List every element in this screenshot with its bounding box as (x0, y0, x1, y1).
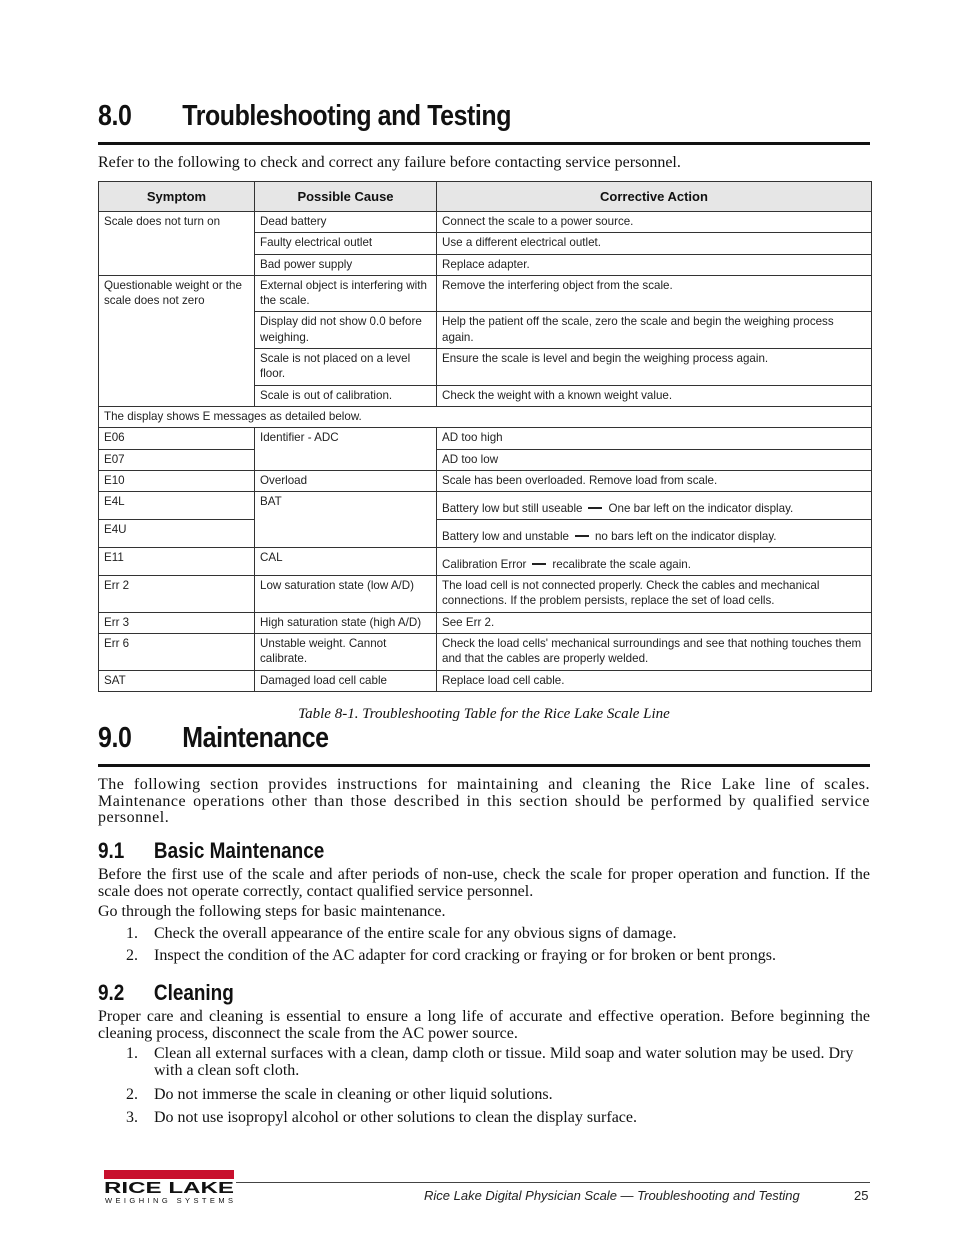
action-cell: Replace adapter. (437, 254, 872, 275)
cause-cell: Scale is not placed on a level floor. (255, 349, 437, 386)
section-9-heading (98, 722, 329, 755)
symptom-cell: Err 3 (99, 612, 255, 633)
table-row (99, 520, 872, 548)
em-dash (575, 535, 589, 537)
section-number: 9.1 (98, 838, 125, 863)
cause-cell: CAL (255, 548, 437, 576)
cause-cell: External object is interfering with the scale. (255, 275, 437, 312)
em-dash (532, 563, 546, 565)
action-cell: Remove the interfering object from the scale. (437, 275, 872, 312)
symptom-cell: Questionable weight or the scale does not zero (99, 275, 255, 406)
cause-cell: Bad power supply (255, 254, 437, 275)
list-text: Inspect the condition of the AC adapter for cord cracking or fraying or for broken or bent prongs. (154, 947, 777, 964)
section-title: Maintenance (182, 722, 329, 754)
list-text: Clean all external surfaces with a clean, damp cloth or tissue. Mild soap and water solution may be used. Dry with a clean soft cloth. (154, 1045, 854, 1079)
table-row (99, 612, 872, 633)
action-cell: Scale has been overloaded. Remove load from scale. (437, 470, 872, 491)
symptom-cell: E11 (99, 548, 255, 576)
basic-maintenance-paragraph: Before the first use of the scale and after periods of non-use, check the scale for proper operation and function. If the scale does not operate correctly, contact qualified service personnel. (98, 866, 870, 900)
em-dash (588, 507, 602, 509)
heading-rule (98, 764, 870, 767)
section-8-intro: Refer to the following to check and correct any failure before contacting service personnel. (98, 154, 681, 171)
column-header: Corrective Action (437, 182, 872, 212)
table-row (99, 428, 872, 449)
action-cell (437, 492, 872, 520)
action-text: Battery low and unstable (442, 529, 569, 543)
symptom-cell: Scale does not turn on (99, 212, 255, 276)
cause-cell: Faulty electrical outlet (255, 233, 437, 254)
list-number: 1. (126, 925, 138, 942)
cleaning-paragraph: Proper care and cleaning is essential to ensure a long life of accurate and effective operation. Before beginning the cleaning process, disconnect the scale from the AC power source. (98, 1008, 870, 1042)
table-header-row (99, 182, 872, 212)
logo-wordmark: RICE LAKE (104, 1180, 234, 1197)
section-title: Basic Maintenance (153, 838, 325, 863)
symptom-cell: E10 (99, 470, 255, 491)
cause-cell: Scale is out of calibration. (255, 385, 437, 406)
cause-cell: Display did not show 0.0 before weighing. (255, 312, 437, 349)
action-cell: See Err 2. (437, 612, 872, 633)
basic-maintenance-lead: Go through the following steps for basic maintenance. (98, 903, 446, 920)
table-row (99, 492, 872, 520)
cause-cell: High saturation state (high A/D) (255, 612, 437, 633)
section-9-2-heading (98, 980, 234, 1006)
section-9-1-heading (98, 838, 324, 864)
action-cell: Help the patient off the scale, zero the scale and begin the weighing process again. (437, 312, 872, 349)
action-cell: Use a different electrical outlet. (437, 233, 872, 254)
symptom-cell: SAT (99, 670, 255, 691)
section-8-heading (98, 100, 511, 133)
action-text: One bar left on the indicator display. (608, 501, 794, 515)
table-row (99, 449, 872, 470)
span-note-cell: The display shows E messages as detailed below. (99, 406, 872, 427)
table-row (99, 634, 872, 671)
logo-red-bar (104, 1170, 234, 1179)
action-cell: Replace load cell cable. (437, 670, 872, 691)
list-text: Check the overall appearance of the entire scale for any obvious signs of damage. (154, 925, 677, 942)
cause-cell: Low saturation state (low A/D) (255, 576, 437, 613)
action-cell: AD too low (437, 449, 872, 470)
symptom-cell: Err 2 (99, 576, 255, 613)
section-title: Troubleshooting and Testing (182, 100, 512, 132)
action-cell (437, 548, 872, 576)
action-cell: The load cell is not connected properly. Check the cables and mechanical connections. If the problem persists, replace the set of load cells. (437, 576, 872, 613)
action-text: recalibrate the scale again. (552, 557, 691, 571)
symptom-cell: E4U (99, 520, 255, 548)
rice-lake-logo (104, 1170, 236, 1206)
table-row (99, 406, 872, 427)
table-row (99, 576, 872, 613)
column-header: Symptom (99, 182, 255, 212)
list-number: 2. (126, 1086, 138, 1103)
logo-tagline: WEIGHING SYSTEMS (105, 1196, 233, 1205)
action-cell: Connect the scale to a power source. (437, 212, 872, 233)
symptom-cell: E4L (99, 492, 255, 520)
table-row (99, 670, 872, 691)
cause-cell: Dead battery (255, 212, 437, 233)
cause-cell: Damaged load cell cable (255, 670, 437, 691)
table-row (99, 470, 872, 491)
troubleshooting-table (98, 181, 872, 692)
cause-cell: Identifier - ADC (255, 428, 437, 471)
cause-cell: BAT (255, 492, 437, 548)
action-text: Battery low but still useable (442, 501, 583, 515)
section-number: 9.0 (98, 722, 132, 754)
action-text: no bars left on the indicator display. (594, 529, 777, 543)
footer-title: Rice Lake Digital Physician Scale — Troubleshooting and Testing (424, 1188, 800, 1203)
list-number: 2. (126, 947, 138, 964)
symptom-cell: E07 (99, 449, 255, 470)
cause-cell: Overload (255, 470, 437, 491)
section-9-intro: The following section provides instructions for maintaining and cleaning the Rice Lake line of scales. Maintenance operations other than those described in this section should be performed by qualified service personnel. (98, 776, 870, 826)
action-cell (437, 520, 872, 548)
table-row (99, 212, 872, 233)
heading-rule (98, 142, 870, 145)
page-number: 25 (854, 1188, 869, 1203)
symptom-cell: E06 (99, 428, 255, 449)
footer-rule (236, 1182, 870, 1183)
list-text: Do not use isopropyl alcohol or other solutions to clean the display surface. (154, 1109, 638, 1126)
action-cell: Check the weight with a known weight value. (437, 385, 872, 406)
table-row (99, 548, 872, 576)
symptom-cell: Err 6 (99, 634, 255, 671)
action-text: Calibration Error (442, 557, 527, 571)
list-number: 1. (126, 1045, 138, 1062)
action-cell: AD too high (437, 428, 872, 449)
list-number: 3. (126, 1109, 138, 1126)
table-row (99, 275, 872, 312)
section-number: 8.0 (98, 100, 132, 132)
action-cell: Check the load cells' mechanical surroundings and see that nothing touches them and that the cables are properly welded. (437, 634, 872, 671)
section-title: Cleaning (153, 980, 234, 1005)
section-number: 9.2 (98, 980, 125, 1005)
list-text: Do not immerse the scale in cleaning or other liquid solutions. (154, 1086, 553, 1103)
cause-cell: Unstable weight. Cannot calibrate. (255, 634, 437, 671)
action-cell: Ensure the scale is level and begin the weighing process again. (437, 349, 872, 386)
table-caption: Table 8-1. Troubleshooting Table for the Rice Lake Scale Line (298, 706, 670, 722)
column-header: Possible Cause (255, 182, 437, 212)
